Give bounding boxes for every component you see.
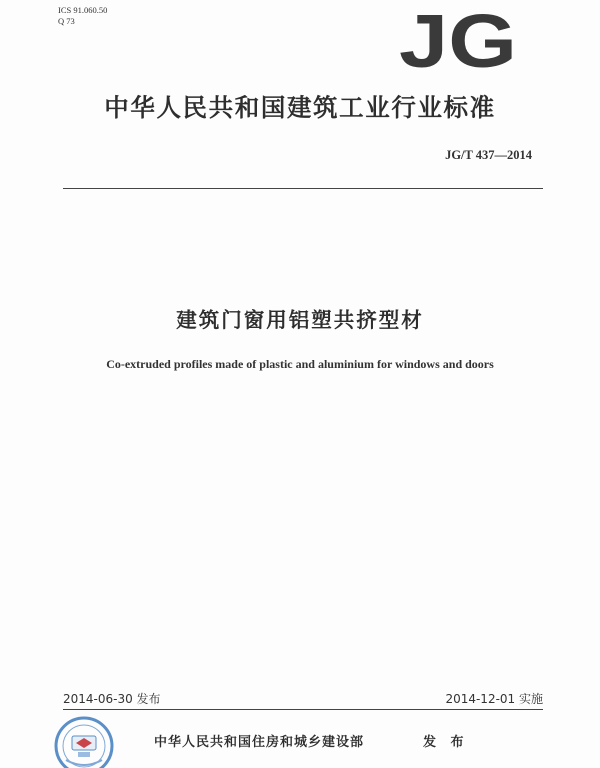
top-divider [63,188,543,189]
publisher-name: 中华人民共和国住房和城乡建设部 [154,735,365,750]
bottom-divider [63,709,543,710]
document-title-en: Co-extruded profiles made of plastic and aluminium for windows and doors [106,357,494,371]
issue-date: 2014-06-30 发布 [63,692,161,706]
jg-logo-text: JG [399,8,517,72]
classification-codes [58,5,107,27]
class-code: Q 73 [58,16,75,26]
standard-category-title: 中华人民共和国建筑工业行业标准 [104,93,496,122]
publish-label: 发 布 [423,735,469,750]
implementation-date: 2014-12-01 实施 [445,692,543,706]
ministry-seal-icon [54,716,114,768]
ics-code: ICS 91.060.50 [58,5,108,15]
standard-code: JG/T 437—2014 [445,148,532,162]
document-title-cn: 建筑门窗用铝塑共挤型材 [176,308,424,332]
jg-logo [398,8,518,72]
